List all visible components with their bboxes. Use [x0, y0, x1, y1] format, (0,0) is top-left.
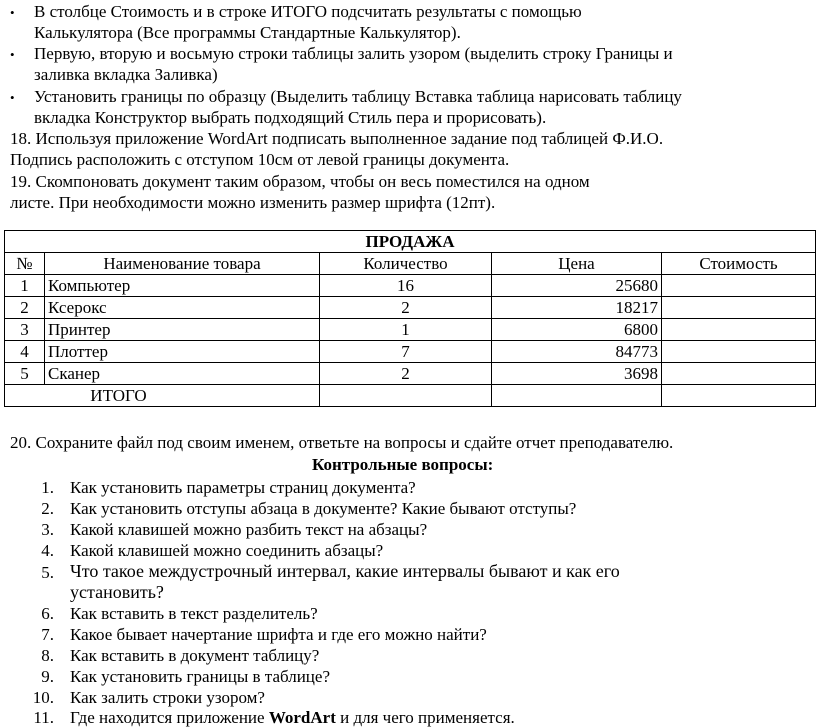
wordart-term: WordArt [268, 708, 336, 727]
question-text: Какое бывает начертание шрифта и где его можно найти? [70, 625, 487, 644]
total-price-cell [492, 385, 662, 407]
cell-price: 3698 [492, 363, 662, 385]
cell-price: 84773 [492, 341, 662, 363]
question-number: 2. [41, 499, 54, 518]
header-price: Цена [492, 253, 662, 275]
question-text: Как залить строки узором? [70, 688, 265, 707]
cell-quantity: 2 [320, 363, 492, 385]
table-header-row [5, 253, 816, 275]
question-number: 5. [41, 563, 54, 582]
table-row [5, 319, 816, 341]
bullet-marker: • [10, 5, 15, 20]
cell-number: 4 [5, 341, 45, 363]
cell-cost [662, 275, 816, 297]
question-text: Что такое междустрочный интервал, какие интервалы бывают и как его [70, 561, 620, 581]
cell-quantity: 16 [320, 275, 492, 297]
question-text-continued: установить? [70, 582, 164, 602]
cell-cost [662, 297, 816, 319]
question-text: Какой клавишей можно соединить абзацы? [70, 541, 384, 560]
question-number: 1. [41, 478, 54, 497]
cell-price: 25680 [492, 275, 662, 297]
cell-quantity: 2 [320, 297, 492, 319]
cell-product-name: Сканер [45, 363, 320, 385]
total-quantity-cell [320, 385, 492, 407]
step-19-line-2: листе. При необходимости можно изменить размер шрифта (12пт). [10, 193, 496, 212]
header-quantity: Количество [320, 253, 492, 275]
bullet-marker: • [10, 47, 15, 62]
table-title-row [5, 231, 816, 253]
question-number: 10. [32, 688, 54, 707]
step-20: 20. Сохраните файл под своим именем, ответьте на вопросы и сдайте отчет преподавателю. [10, 433, 674, 452]
total-label: ИТОГО [5, 385, 320, 407]
question-number: 9. [41, 667, 54, 686]
header-cost: Стоимость [662, 253, 816, 275]
bullet-1-line-1: В столбце Стоимость и в строке ИТОГО подсчитать результаты с помощью [34, 2, 582, 21]
table-row [5, 297, 816, 319]
total-cost-cell [662, 385, 816, 407]
question-text: Какой клавишей можно разбить текст на абзацы? [70, 520, 428, 539]
table-row [5, 341, 816, 363]
question-number: 8. [41, 646, 54, 665]
question-number: 7. [41, 625, 54, 644]
question-text-part: и для чего применяется. [335, 708, 515, 727]
cell-number: 1 [5, 275, 45, 297]
bullet-marker: • [10, 90, 15, 105]
question-text: Как установить отступы абзаца в документе? Какие бывают отступы? [70, 499, 577, 518]
questions-heading: Контрольные вопросы: [312, 455, 494, 474]
question-text: Как вставить в текст разделитель? [70, 604, 318, 623]
question-number: 6. [41, 604, 54, 623]
bullet-2-line-1: Первую, вторую и восьмую строки таблицы залить узором (выделить строку Границы и [34, 44, 673, 63]
question-number: 3. [41, 520, 54, 539]
cell-number: 2 [5, 297, 45, 319]
question-text: Как установить границы в таблице? [70, 667, 330, 686]
bullet-3-line-2: вкладка Конструктор выбрать подходящий Стиль пера и прорисовать). [34, 108, 547, 127]
question-number: 4. [41, 541, 54, 560]
question-number: 11. [33, 708, 54, 727]
table-total-row [5, 385, 816, 407]
cell-product-name: Принтер [45, 319, 320, 341]
cell-price: 18217 [492, 297, 662, 319]
cell-product-name: Компьютер [45, 275, 320, 297]
cell-number: 3 [5, 319, 45, 341]
header-number: № [5, 253, 45, 275]
cell-number: 5 [5, 363, 45, 385]
table-title: ПРОДАЖА [5, 231, 816, 253]
question-text: Как установить параметры страниц документа? [70, 478, 416, 497]
bullet-3-line-1: Установить границы по образцу (Выделить таблицу Вставка таблица нарисовать таблицу [34, 87, 682, 106]
bullet-2-line-2: заливка вкладка Заливка) [34, 65, 218, 84]
cell-quantity: 7 [320, 341, 492, 363]
table-row [5, 363, 816, 385]
step-18-line-2: Подпись расположить с отступом 10см от левой границы документа. [10, 150, 510, 169]
cell-cost [662, 363, 816, 385]
header-product-name: Наименование товара [45, 253, 320, 275]
step-19-line-1: 19. Скомпоновать документ таким образом, чтобы он весь поместился на одном [10, 172, 590, 191]
step-18-line-1: 18. Используя приложение WordArt подписать выполненное задание под таблицей Ф.И.О. [10, 129, 664, 148]
cell-cost [662, 319, 816, 341]
cell-quantity: 1 [320, 319, 492, 341]
bullet-1-line-2: Калькулятора (Все программы Стандартные Калькулятор). [34, 23, 461, 42]
cell-product-name: Плоттер [45, 341, 320, 363]
cell-price: 6800 [492, 319, 662, 341]
table-row [5, 275, 816, 297]
question-text: Как вставить в документ таблицу? [70, 646, 320, 665]
question-text-part: Где находится приложение [70, 708, 269, 727]
cell-cost [662, 341, 816, 363]
question-text [70, 707, 515, 728]
cell-product-name: Ксерокс [45, 297, 320, 319]
sales-table [4, 230, 816, 407]
